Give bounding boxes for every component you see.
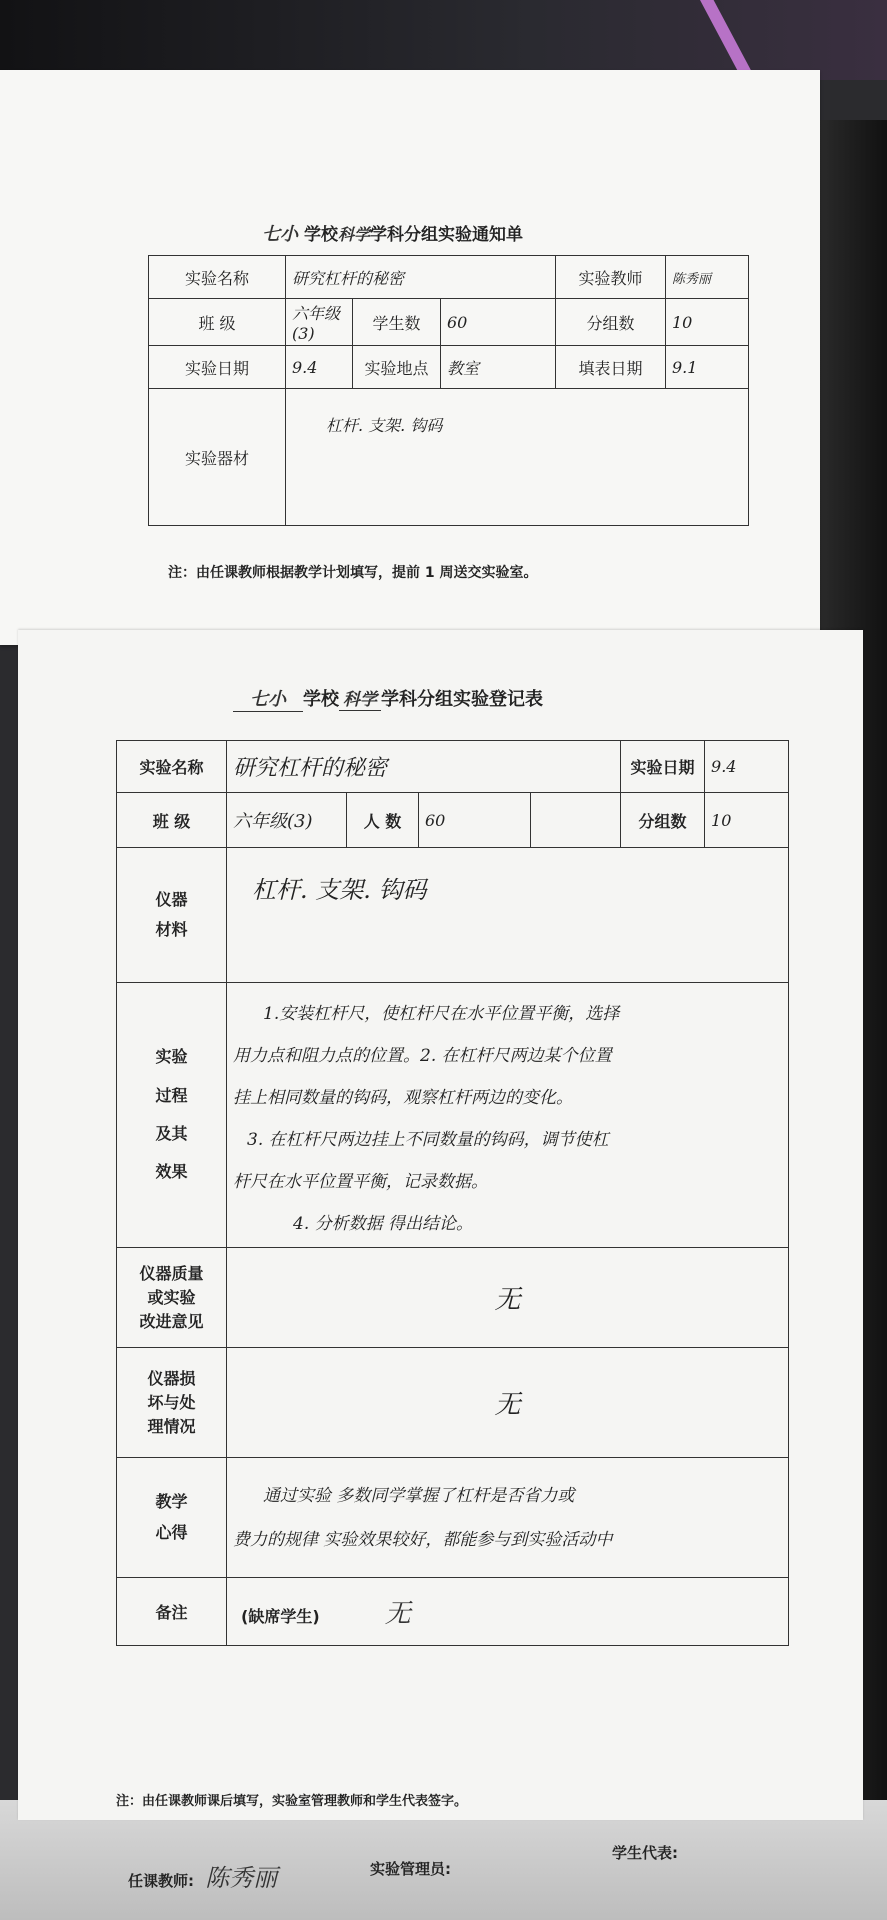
notice-teacher-value: 陈秀丽 bbox=[666, 256, 749, 299]
background-top bbox=[0, 0, 887, 80]
record-reflection-label-1: 教学 bbox=[155, 1492, 188, 1512]
notice-date-value: 9.4 bbox=[286, 346, 353, 389]
record-reflection-value bbox=[227, 1458, 789, 1578]
teacher-signature-label: 任课教师: bbox=[128, 1872, 194, 1890]
notice-equipment-value: 杠杆. 支架. 钩码 bbox=[286, 389, 749, 526]
record-class-value: 六年级(3) bbox=[227, 793, 347, 848]
process-line-5: 杆尺在水平位置平衡，记录数据。 bbox=[233, 1172, 488, 1192]
record-count-value: 60 bbox=[419, 793, 531, 848]
notice-subject: 科学 bbox=[338, 225, 371, 244]
record-equipment-value: 杠杆. 支架. 钩码 bbox=[227, 848, 789, 983]
record-title bbox=[233, 685, 543, 712]
record-equipment-label bbox=[117, 848, 227, 983]
notice-title-prefix: 学校 bbox=[304, 225, 338, 245]
notice-footnote: 注：由任课教师根据教学计划填写，提前 1 周送交实验室。 bbox=[168, 565, 538, 581]
reflection-line-1: 通过实验 多数同学掌握了杠杆是否省力或 bbox=[263, 1485, 575, 1506]
record-school: 七小 bbox=[233, 685, 303, 712]
notice-place-value: 教室 bbox=[441, 346, 556, 389]
record-process-label-3: 及其 bbox=[155, 1124, 188, 1143]
record-reflection-label bbox=[117, 1458, 227, 1578]
record-name-label: 实验名称 bbox=[117, 741, 227, 793]
process-line-2: 用力点和阻力点的位置。2. 在杠杆尺两边某个位置 bbox=[233, 1046, 612, 1066]
record-quality-label-1: 仪器质量 bbox=[139, 1263, 204, 1283]
notice-fill-date-value: 9.1 bbox=[666, 346, 749, 389]
notice-name-value: 研究杠杆的秘密 bbox=[286, 256, 556, 299]
notice-equipment-label: 实验器材 bbox=[149, 389, 286, 526]
record-remarks-absent-value: 无 bbox=[384, 1599, 411, 1629]
record-footnote: 注：由任课教师课后填写，实验室管理教师和学生代表签字。 bbox=[116, 1794, 468, 1809]
notice-groups-value: 10 bbox=[666, 299, 749, 346]
record-quality-value: 无 bbox=[227, 1248, 789, 1348]
record-damage-label-1: 仪器损 bbox=[147, 1368, 196, 1388]
notice-title-suffix: 学科分组实验通知单 bbox=[370, 225, 524, 245]
notice-place-label: 实验地点 bbox=[353, 346, 441, 389]
admin-signature: 实验管理员: bbox=[370, 1860, 451, 1878]
teacher-signature bbox=[128, 1858, 277, 1893]
record-subject: 科学 bbox=[339, 685, 381, 711]
process-line-4: 3. 在杠杆尺两边挂上不同数量的钩码，调节使杠 bbox=[247, 1130, 609, 1150]
record-damage-value: 无 bbox=[227, 1348, 789, 1458]
record-process-label bbox=[117, 983, 227, 1248]
notice-class-value: 六年级(3) bbox=[286, 299, 353, 346]
record-name-value: 研究杠杆的秘密 bbox=[227, 741, 621, 793]
record-empty-cell bbox=[531, 793, 621, 848]
record-quality-label-3: 改进意见 bbox=[139, 1311, 204, 1331]
record-process-value bbox=[227, 983, 789, 1248]
record-quality-label-2: 或实验 bbox=[147, 1287, 196, 1307]
record-date-value: 9.4 bbox=[705, 741, 789, 793]
process-line-1: 1.安装杠杆尺，使杠杆尺在水平位置平衡，选择 bbox=[263, 1004, 620, 1024]
notice-school: 七小 bbox=[262, 224, 298, 245]
notice-students-value: 60 bbox=[441, 299, 556, 346]
record-count-label: 人 数 bbox=[347, 793, 419, 848]
notice-sheet bbox=[0, 70, 820, 645]
notice-fill-date-label: 填表日期 bbox=[556, 346, 666, 389]
record-quality-label bbox=[117, 1248, 227, 1348]
process-line-3: 挂上相同数量的钩码，观察杠杆两边的变化。 bbox=[233, 1088, 573, 1108]
notice-teacher-label: 实验教师 bbox=[556, 256, 666, 299]
notice-class-label: 班 级 bbox=[149, 299, 286, 346]
notice-title bbox=[262, 220, 523, 246]
record-groups-value: 10 bbox=[705, 793, 789, 848]
notice-date-label: 实验日期 bbox=[149, 346, 286, 389]
record-date-label: 实验日期 bbox=[621, 741, 705, 793]
record-process-label-1: 实验 bbox=[155, 1047, 188, 1067]
notice-name-label: 实验名称 bbox=[149, 256, 286, 299]
reflection-line-2: 费力的规律 实验效果较好，都能参与到实验活动中 bbox=[233, 1529, 613, 1550]
record-remarks-value bbox=[227, 1578, 789, 1646]
record-process-label-2: 过程 bbox=[155, 1085, 188, 1105]
notice-groups-label: 分组数 bbox=[556, 299, 666, 346]
record-class-label: 班 级 bbox=[117, 793, 227, 848]
record-process-label-4: 效果 bbox=[155, 1162, 188, 1182]
record-title-suffix: 学科分组实验登记表 bbox=[381, 689, 543, 710]
student-signature: 学生代表: bbox=[612, 1844, 678, 1862]
record-damage-label bbox=[117, 1348, 227, 1458]
notice-table bbox=[148, 255, 749, 526]
record-title-prefix: 学校 bbox=[303, 689, 339, 710]
record-equipment-label-2: 材料 bbox=[155, 920, 188, 939]
record-reflection-label-2: 心得 bbox=[155, 1522, 188, 1542]
teacher-signature-value: 陈秀丽 bbox=[205, 1864, 278, 1892]
record-equipment-label-1: 仪器 bbox=[155, 889, 188, 909]
record-table bbox=[116, 740, 789, 1646]
record-groups-label: 分组数 bbox=[621, 793, 705, 848]
process-line-6: 4. 分析数据 得出结论。 bbox=[293, 1214, 474, 1234]
record-remarks-absent: (缺席学生) bbox=[241, 1607, 320, 1626]
record-remarks-label: 备注 bbox=[117, 1578, 227, 1646]
record-sheet bbox=[18, 630, 863, 1820]
record-damage-label-3: 理情况 bbox=[147, 1416, 196, 1436]
record-damage-label-2: 坏与处 bbox=[147, 1392, 196, 1412]
notice-students-label: 学生数 bbox=[353, 299, 441, 346]
